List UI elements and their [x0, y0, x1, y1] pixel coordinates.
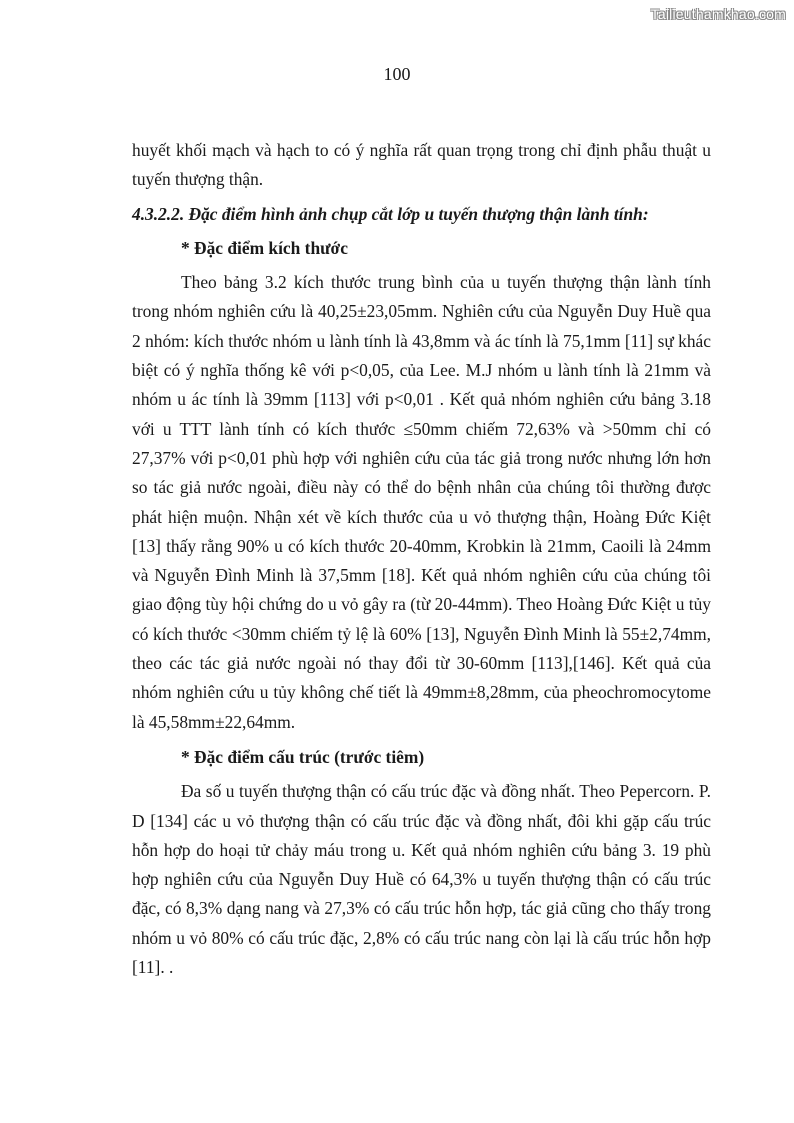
page-number: 100 — [383, 64, 411, 84]
page-body — [132, 136, 711, 982]
structure-heading: * Đặc điểm cấu trúc (trước tiêm) — [181, 746, 425, 767]
intro-paragraph: huyết khối mạch và hạch to có ý nghĩa rất quan trọng trong chỉ định phẫu thuật u tuyến thượng thận. — [132, 140, 711, 190]
section-heading: 4.3.2.2. Đặc điểm hình ảnh chụp cắt lớp u tuyến thượng thận lành tính: — [132, 203, 649, 224]
watermark: Tailieuthamkhao.com — [650, 6, 786, 22]
size-heading: * Đặc điểm kích thước — [181, 237, 348, 258]
size-paragraph: Theo bảng 3.2 kích thước trung bình của u tuyến thượng thận lành tính trong nhóm nghiên cứu là 40,25±23,05mm. Nghiên cứu của Nguyễn Duy Huề qua 2 nhóm: kích thước nhóm u lành tính là 43,8mm và ác tính là 75,1mm [11] sự khác biệt có ý nghĩa thống kê với p<0,05, của Lee. M.J nhóm u lành tính là 21mm và nhóm u ác tính là 39mm [113] với p<0,01 . Kết quả nhóm nghiên cứu bảng 3.18 với u TTT lành tính có kích thước ≤50mm chiếm 72,63% và >50mm chỉ có 27,37% với p<0,01 phù hợp với nghiên cứu của tác giả trong nước nhưng lớn hơn so tác giả nước ngoài, điều này có thể do bệnh nhân của chúng tôi thường được phát hiện muộn. Nhận xét về kích thước của u vỏ thượng thận, Hoàng Đức Kiệt [13] thấy rằng 90% u có kích thước 20-40mm, Krobkin là 21mm, Caoili là 24mm và Nguyễn Đình Minh là 37,5mm [18]. Kết quả nhóm nghiên cứu của chúng tôi giao động tùy hội chứng do u vỏ gây ra (từ 20-44mm). Theo Hoàng Đức Kiệt u tủy có kích thước <30mm chiếm tỷ lệ là 60% [13], Nguyễn Đình Minh là 55±2,74mm, theo các tác giả nước ngoài nó thay đổi từ 30-60mm [113],[146]. Kết quả của nhóm nghiên cứu u tủy không chế tiết là 49mm±8,28mm, của pheochromocytome là 45,58mm±22,64mm. — [132, 272, 711, 732]
structure-paragraph: Đa số u tuyến thượng thận có cấu trúc đặc và đồng nhất. Theo Pepercorn. P. D [134] các u vỏ thượng thận có cấu trúc đặc và đồng nhất, đôi khi gặp cấu trúc hỗn hợp do hoại tử chảy máu trong u. Kết quả nhóm nghiên cứu bảng 3. 19 phù hợp nghiên cứu của Nguyễn Duy Huề có 64,3% u tuyến thượng thận có cấu trúc đặc, có 8,3% dạng nang và 27,3% có cấu trúc hỗn hợp, tác giả cũng cho thấy trong nhóm u vỏ 80% có cấu trúc đặc, 2,8% có cấu trúc nang còn lại là cấu trúc hỗn hợp [11]. . — [132, 781, 711, 978]
